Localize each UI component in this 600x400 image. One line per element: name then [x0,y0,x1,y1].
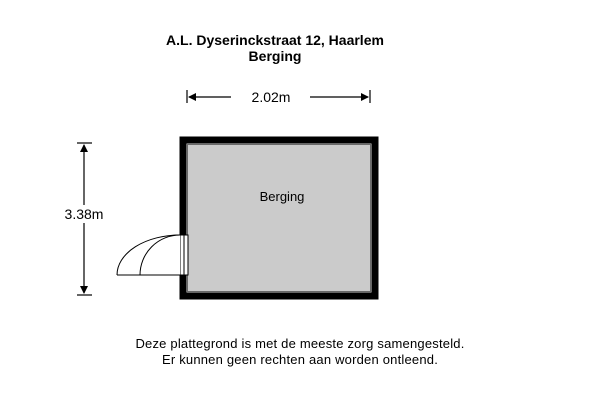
width-dimension [187,89,370,105]
floor-subtitle: Berging [248,48,302,64]
door [117,235,188,275]
disclaimer [0,336,600,368]
height-label: 3.38m [64,206,104,222]
room-label: Berging [259,189,305,204]
disclaimer-line-2: Er kunnen geen rechten aan worden ontleend. [161,352,439,367]
width-label: 2.02m [251,89,291,105]
room-walls [183,140,375,296]
height-dimension [60,143,108,295]
address-title: A.L. Dyserinckstraat 12, Haarlem [166,32,384,48]
disclaimer-line-1: Deze plattegrond is met de meeste zorg samengesteld. [135,336,465,351]
